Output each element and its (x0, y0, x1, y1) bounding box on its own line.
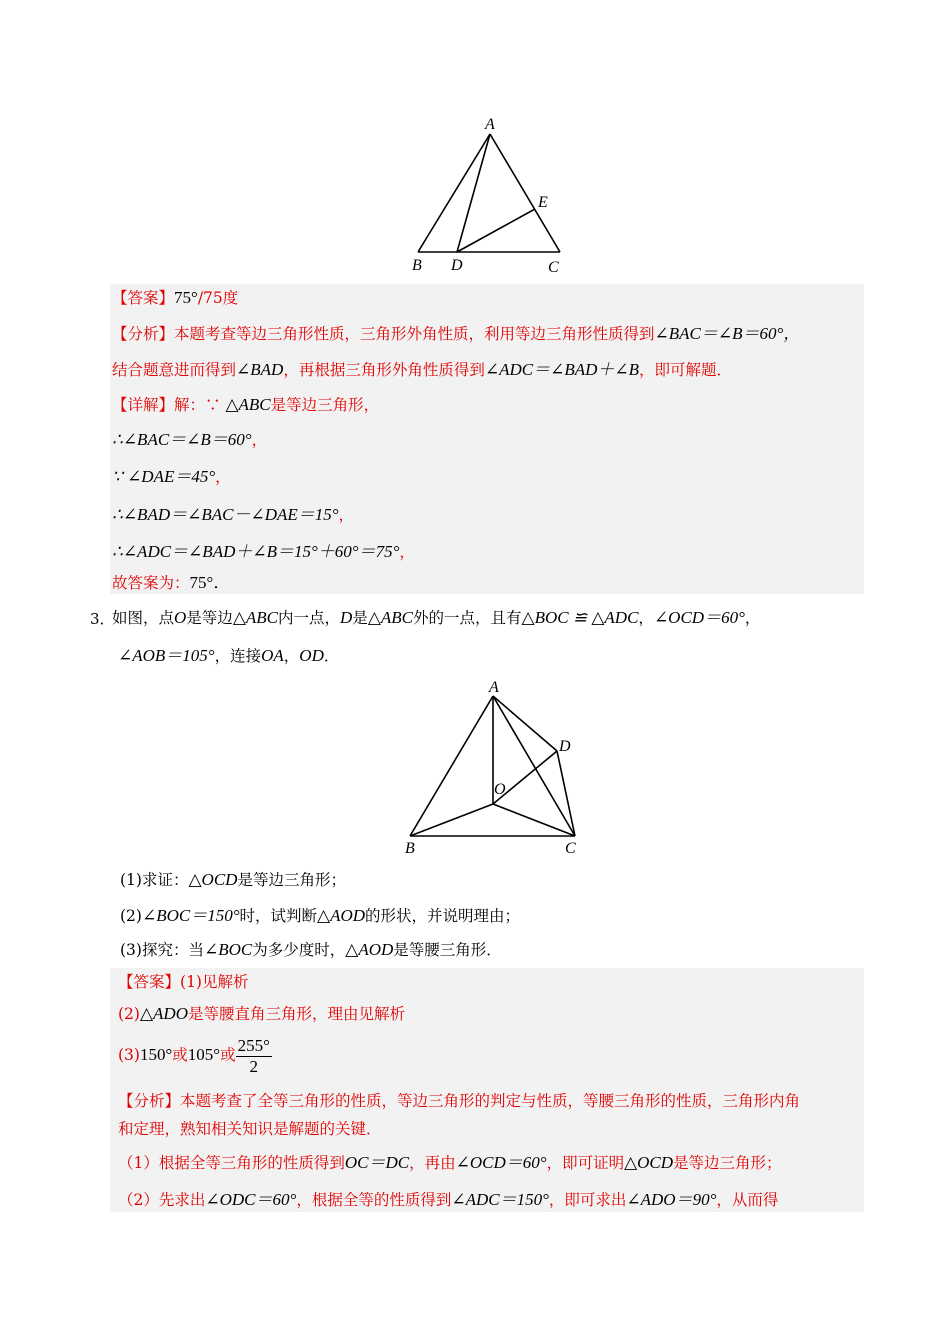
analysis-tag: 【分析】 (118, 1092, 181, 1110)
q-text: ． (323, 647, 340, 665)
point-text: ，从而得 (716, 1191, 779, 1209)
q-math: △ABC (367, 608, 413, 627)
answer3-point2 (118, 1188, 778, 1212)
answer3-line1 (118, 970, 248, 994)
q-math: D (340, 608, 353, 627)
answer-value: 105° (187, 1045, 221, 1064)
q-math: △ABC (232, 608, 278, 627)
answer-value: 75° (174, 288, 198, 307)
sub-math: △AOD (345, 940, 394, 959)
question-number: 3． (90, 610, 115, 628)
answer1-answer-line (112, 286, 238, 310)
analysis-text: 和定理，熟知相关知识是解题的关键． (118, 1120, 382, 1138)
sub-math: △AOD (317, 906, 366, 925)
figure-triangle-abc-2 (395, 676, 595, 858)
question3-line1 (112, 606, 760, 630)
point-text: ，根据全等的性质得到 (296, 1191, 452, 1209)
label-e: E (538, 194, 548, 211)
answer-number: (2) (118, 1005, 140, 1023)
point-math: △OCD (624, 1153, 674, 1172)
label-b: B (405, 840, 415, 857)
analysis-text: ，即可解题． (639, 361, 733, 379)
answer3-line2 (118, 1002, 405, 1026)
answer1-step3 (112, 503, 354, 527)
point-math: ∠ADO＝90° (626, 1190, 717, 1209)
q-text: 内一点， (278, 609, 341, 627)
segment-ad (457, 134, 490, 252)
sub-math: ∠BOC (203, 940, 253, 959)
label-c: C (548, 259, 559, 276)
answer1-final (112, 571, 230, 595)
step-punct: ， (215, 468, 231, 486)
question3-sub1 (120, 868, 346, 892)
point-text: ，即可证明 (546, 1154, 625, 1172)
q-text: ，连接 (214, 647, 262, 665)
label-c: C (565, 840, 576, 857)
segment-dc (557, 751, 575, 836)
figure-triangle-abc-1 (400, 112, 580, 282)
q-math: △BOC ≌ △ADC (521, 608, 639, 627)
analysis-math: ∠BAD (236, 360, 284, 379)
answer-tag: 【答案】 (112, 289, 175, 307)
label-a: A (485, 116, 495, 133)
sub-math: ∠BOC＝150° (141, 906, 240, 925)
detail-text: 是等边三角形， (270, 396, 380, 414)
sub-number: (1) (120, 871, 142, 889)
step-punct: ， (399, 543, 415, 561)
segment-ad (493, 696, 557, 751)
label-d: D (451, 257, 463, 274)
answer1-detail-intro (112, 393, 379, 417)
segment-oc (493, 804, 575, 836)
question3-sub2 (120, 904, 520, 928)
analysis-math: ∠BAC＝∠B＝60°， (654, 324, 801, 343)
analysis-math: ∠ADC＝∠BAD＋∠B (484, 360, 639, 379)
point-text: ，即可求出 (548, 1191, 627, 1209)
answer1-step1 (112, 428, 267, 452)
answer-number: (3) (118, 1046, 140, 1064)
point-math: ∠ADC＝150° (451, 1190, 549, 1209)
analysis-text: 结合题意进而得到 (112, 361, 237, 379)
fraction-denominator: 2 (249, 1056, 259, 1076)
answer1-analysis-line2 (112, 358, 732, 382)
answer3-line3 (118, 1032, 272, 1078)
sub-text: 探究：当 (141, 941, 204, 959)
point-math: OC＝DC (344, 1153, 410, 1172)
q-text: ， (638, 609, 654, 627)
step-punct: ， (251, 431, 268, 449)
answer-text: 是等腰直角三角形，理由见解析 (187, 1005, 405, 1023)
analysis-text: 本题考查等边三角形性质，三角形外角性质，利用等边三角形性质得到 (174, 325, 655, 343)
sub-text: 时，试判断 (239, 907, 318, 925)
point-text: ，再由 (409, 1154, 456, 1172)
answer3-analysis-line1 (118, 1089, 800, 1113)
step-math: ∵ ∠DAE＝45° (112, 467, 216, 486)
question3-sub3 (120, 938, 502, 962)
answer1-step4 (112, 540, 415, 564)
sub-number: (3) (120, 941, 142, 959)
point-math: ∠OCD＝60° (455, 1153, 547, 1172)
answer-fraction (236, 1036, 272, 1077)
final-text: 故答案为： (112, 574, 190, 592)
analysis-text: 本题考查了全等三角形的性质，等边三角形的判定与性质，等腰三角形的性质，三角形内角 (180, 1092, 801, 1110)
answer-text: (1)见解析 (180, 973, 249, 991)
q-math: OA (261, 646, 284, 665)
answer3-analysis-line2 (118, 1117, 382, 1141)
q-math: OD (299, 646, 324, 665)
detail-tag: 【详解】 (112, 396, 175, 414)
segment-ob (410, 804, 493, 836)
q-text: ， (744, 609, 761, 627)
label-o: O (494, 781, 506, 798)
detail-math: △ABC (225, 395, 271, 414)
sub-text: 是等边三角形； (237, 871, 346, 889)
point-text: （2）先求出 (118, 1191, 206, 1209)
sub-text: 的形状，并说明理由； (365, 907, 521, 925)
fraction-numerator: 255° (237, 1035, 270, 1055)
q-math: O (174, 608, 187, 627)
label-d: D (559, 738, 571, 755)
answer1-step2 (112, 465, 231, 489)
step-math: ∴∠ADC＝∠BAD＋∠B＝15°＋60°＝75° (112, 542, 400, 561)
label-b: B (412, 257, 422, 274)
analysis-text: ，再根据三角形外角性质得到 (283, 361, 485, 379)
answer-alt: /75度 (197, 289, 239, 307)
sub-text: 求证： (141, 871, 189, 889)
answer-math: △ADO (139, 1004, 188, 1023)
step-math: ∴∠BAD＝∠BAC－∠DAE＝15° (112, 505, 339, 524)
answer-tag: 【答案】 (118, 973, 181, 991)
detail-text: 解：∵ (174, 396, 226, 414)
point-text: 是等边三角形； (673, 1154, 782, 1172)
sub-math: △OCD (188, 870, 238, 889)
final-value: 75°． (189, 573, 231, 592)
point-math: ∠ODC＝60° (205, 1190, 297, 1209)
answer3-point1 (118, 1151, 782, 1175)
sub-text: 是等腰三角形． (393, 941, 502, 959)
sub-number: (2) (120, 907, 142, 925)
answer-value: 150° (139, 1045, 173, 1064)
analysis-tag: 【分析】 (112, 325, 175, 343)
q-math: ∠AOB＝105° (118, 646, 215, 665)
segment-ab (418, 134, 490, 252)
segment-ac (493, 696, 575, 836)
point-text: （1）根据全等三角形的性质得到 (118, 1154, 345, 1172)
step-math: ∴∠BAC＝∠B＝60° (112, 430, 252, 449)
answer1-analysis-line1 (112, 322, 800, 346)
segment-ac (490, 134, 560, 252)
sub-text: 为多少度时， (252, 941, 346, 959)
q-text: 是等边 (186, 609, 233, 627)
answer-text: 或 (172, 1046, 188, 1064)
q-text: 外的一点，且有 (413, 609, 522, 627)
segment-ab (410, 696, 493, 836)
q-text: 是 (352, 609, 368, 627)
label-a: A (489, 679, 499, 696)
q-math: ∠OCD＝60° (653, 608, 745, 627)
step-punct: ， (338, 506, 355, 524)
answer-text: 或 (220, 1046, 236, 1064)
q-text: ， (283, 647, 300, 665)
segment-de (457, 209, 535, 252)
q-text: 如图，点 (112, 609, 175, 627)
question3-line2 (118, 644, 339, 668)
